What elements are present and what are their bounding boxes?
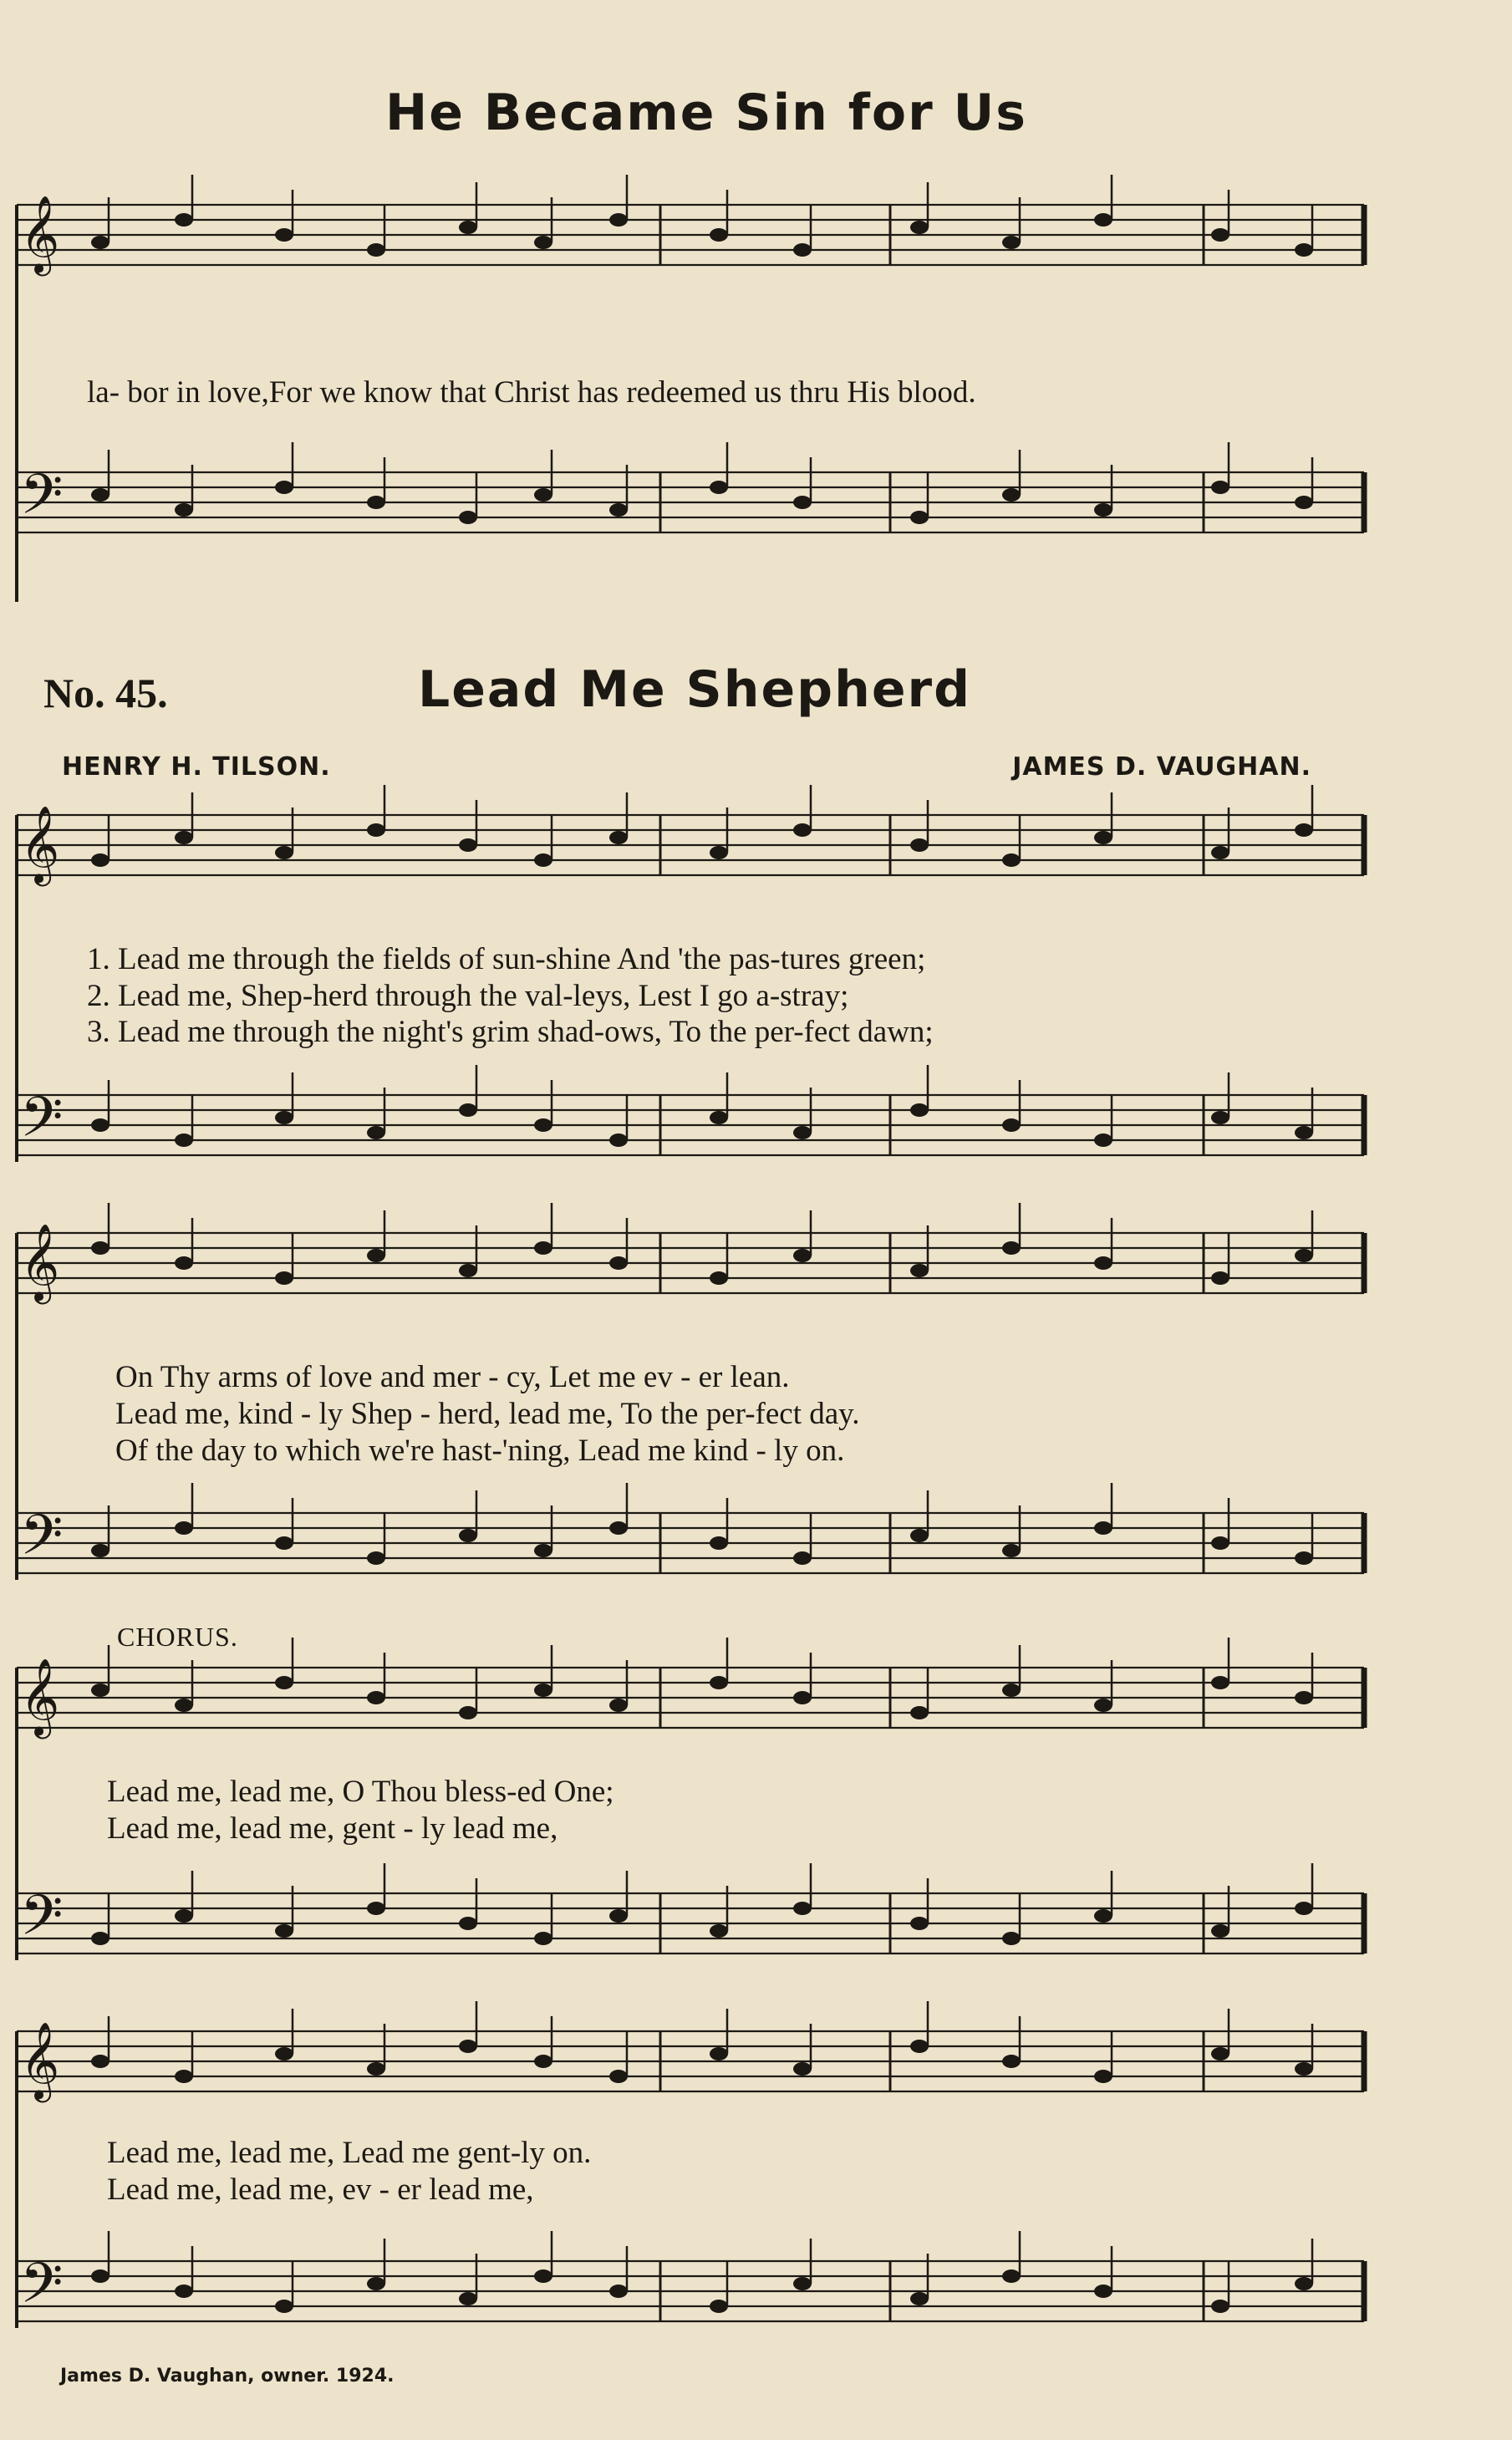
note-head [367, 2277, 385, 2290]
chorus-line-2a: Lead me, lead me, Lead me gent-ly on. [107, 2136, 592, 2170]
note-head [1094, 213, 1112, 227]
note-head [910, 1264, 929, 1277]
note-head [91, 1684, 109, 1697]
staff-3 [17, 785, 1364, 886]
note-head [175, 213, 193, 227]
note-head [609, 1699, 628, 1712]
note-head [459, 511, 477, 524]
note-head [1295, 2277, 1313, 2290]
note-head [793, 823, 812, 837]
note-head [609, 2285, 628, 2298]
note-head [367, 1691, 385, 1704]
clef-1: 𝄞 [20, 195, 60, 273]
staff-5 [17, 1203, 1364, 1304]
note-head [1002, 2055, 1021, 2068]
clef-7: 𝄞 [20, 1658, 60, 1735]
clef-4: 𝄢 [20, 1085, 64, 1163]
note-head [793, 1691, 812, 1704]
note-head [609, 1133, 628, 1147]
note-head [175, 1256, 193, 1270]
note-head [275, 1676, 293, 1689]
note-head [367, 1551, 385, 1565]
note-head [1094, 831, 1112, 844]
note-head [175, 2070, 193, 2083]
note-head [910, 1706, 929, 1719]
note-head [910, 1103, 929, 1117]
note-head [1211, 481, 1229, 494]
note-head [1002, 853, 1021, 867]
note-head [175, 1133, 193, 1147]
note-head [1295, 2062, 1313, 2076]
note-head [534, 1544, 552, 1557]
note-head [1211, 1924, 1229, 1938]
note-head [1295, 1126, 1313, 1139]
note-head [1002, 2269, 1021, 2283]
note-head [1295, 823, 1313, 837]
note-head [910, 221, 929, 234]
note-head [459, 1103, 477, 1117]
composer-credit: JAMES D. VAUGHAN. [1012, 752, 1311, 782]
note-head [793, 496, 812, 509]
staff-10 [17, 2231, 1364, 2329]
note-head [1295, 1249, 1313, 1262]
note-head [710, 846, 728, 859]
note-head [1211, 846, 1229, 859]
note-head [1094, 2285, 1112, 2298]
note-head [609, 1521, 628, 1535]
note-head [910, 2292, 929, 2305]
verse-line-3b: Of the day to which we're hast-'ning, Lead me kind - ly on. [115, 1434, 845, 1468]
note-head [275, 846, 293, 859]
note-head [459, 221, 477, 234]
note-head [910, 1917, 929, 1930]
staff-1 [17, 175, 1364, 276]
note-head [91, 488, 109, 502]
note-head [710, 481, 728, 494]
note-head [1094, 1699, 1112, 1712]
note-head [710, 1271, 728, 1285]
note-head [275, 1536, 293, 1550]
note-head [534, 1932, 552, 1945]
note-head [91, 1241, 109, 1255]
note-head [793, 2277, 812, 2290]
note-head [1002, 1118, 1021, 1132]
note-head [175, 503, 193, 517]
note-head [1002, 1544, 1021, 1557]
previous-hymn-lyric: la- bor in love,For we know that Christ has redeemed us thru His blood. [87, 375, 976, 410]
note-head [1002, 236, 1021, 249]
note-head [609, 831, 628, 844]
note-head [1211, 2047, 1229, 2061]
note-head [459, 2040, 477, 2053]
note-head [710, 1676, 728, 1689]
note-head [1094, 1521, 1112, 1535]
note-head [91, 1932, 109, 1945]
note-head [175, 831, 193, 844]
chorus-line-1a: Lead me, lead me, O Thou bless-ed One; [107, 1775, 614, 1809]
note-head [710, 1536, 728, 1550]
note-head [1211, 1111, 1229, 1124]
clef-8: 𝄢 [20, 1883, 64, 1961]
note-head [1094, 503, 1112, 517]
note-head [1002, 1241, 1021, 1255]
note-head [367, 2062, 385, 2076]
note-head [1295, 1691, 1313, 1704]
chorus-line-1b: Lead me, lead me, gent - ly lead me, [107, 1811, 558, 1846]
note-head [367, 496, 385, 509]
note-head [1094, 2070, 1112, 2083]
clef-2: 𝄢 [20, 462, 64, 540]
note-head [459, 1917, 477, 1930]
note-head [175, 1699, 193, 1712]
note-head [1002, 1932, 1021, 1945]
note-head [91, 236, 109, 249]
note-head [275, 1271, 293, 1285]
note-head [1094, 1256, 1112, 1270]
note-head [793, 2062, 812, 2076]
note-head [367, 823, 385, 837]
note-head [367, 1126, 385, 1139]
lyricist-credit: HENRY H. TILSON. [62, 752, 331, 782]
note-head [534, 1241, 552, 1255]
note-head [534, 1118, 552, 1132]
note-head [534, 488, 552, 502]
note-head [275, 2300, 293, 2313]
note-head [1295, 1551, 1313, 1565]
note-head [1094, 1133, 1112, 1147]
clef-10: 𝄢 [20, 2251, 64, 2329]
clef-6: 𝄢 [20, 1503, 64, 1581]
note-head [459, 2292, 477, 2305]
note-head [1295, 1902, 1313, 1915]
note-head [275, 481, 293, 494]
note-head [275, 228, 293, 242]
note-head [910, 511, 929, 524]
staff-6 [17, 1483, 1364, 1581]
note-head [710, 2047, 728, 2061]
verse-line-3a: 3. Lead me through the night's grim shad-ows, To the per-fect dawn; [87, 1015, 934, 1049]
note-head [275, 1111, 293, 1124]
verse-line-2a: 2. Lead me, Shep-herd through the val-leys, Lest I go a-stray; [87, 979, 849, 1013]
note-head [534, 236, 552, 249]
clef-5: 𝄞 [20, 1223, 60, 1301]
chorus-line-2b: Lead me, lead me, ev - er lead me, [107, 2173, 534, 2207]
note-head [1094, 1909, 1112, 1923]
copyright-notice: James D. Vaughan, owner. 1924. [60, 2366, 395, 2387]
note-head [1211, 1271, 1229, 1285]
note-head [367, 1902, 385, 1915]
note-head [91, 2055, 109, 2068]
note-head [609, 2070, 628, 2083]
note-head [459, 1706, 477, 1719]
staff-8 [17, 1863, 1364, 1961]
note-head [609, 1256, 628, 1270]
note-head [710, 228, 728, 242]
note-head [91, 1544, 109, 1557]
note-head [1295, 243, 1313, 257]
note-head [793, 1902, 812, 1915]
note-head [1211, 2300, 1229, 2313]
note-head [275, 2047, 293, 2061]
note-head [793, 243, 812, 257]
note-head [710, 1924, 728, 1938]
note-head [1211, 228, 1229, 242]
note-head [910, 2040, 929, 2053]
note-head [1211, 1536, 1229, 1550]
note-head [609, 1909, 628, 1923]
clef-9: 𝄞 [20, 2021, 60, 2099]
verse-line-2b: Lead me, kind - ly Shep - herd, lead me, To the per-fect day. [115, 1397, 860, 1431]
staff-4 [17, 1065, 1364, 1163]
note-head [91, 1118, 109, 1132]
clef-3: 𝄞 [20, 805, 60, 883]
previous-hymn-title: He Became Sin for Us [385, 84, 1027, 142]
note-head [609, 503, 628, 517]
note-head [793, 1249, 812, 1262]
note-head [91, 853, 109, 867]
note-head [459, 1529, 477, 1542]
note-head [1002, 488, 1021, 502]
note-head [175, 1521, 193, 1535]
verse-line-1b: On Thy arms of love and mer - cy, Let me ev - er lean. [115, 1360, 790, 1394]
note-head [367, 243, 385, 257]
note-head [175, 2285, 193, 2298]
note-head [710, 2300, 728, 2313]
note-head [609, 213, 628, 227]
note-head [793, 1126, 812, 1139]
note-head [534, 853, 552, 867]
note-head [534, 2269, 552, 2283]
staff-7 [17, 1638, 1364, 1739]
chorus-label: CHORUS. [117, 1622, 238, 1652]
note-head [367, 1249, 385, 1262]
staff-9 [17, 2001, 1364, 2102]
note-head [459, 838, 477, 852]
note-head [1211, 1676, 1229, 1689]
note-head [459, 1264, 477, 1277]
note-head [793, 1551, 812, 1565]
staff-2 [17, 442, 1364, 540]
note-head [534, 1684, 552, 1697]
note-head [534, 2055, 552, 2068]
note-head [910, 1529, 929, 1542]
verse-line-1a: 1. Lead me through the fields of sun-shine And 'the pas-tures green; [87, 942, 926, 976]
note-head [910, 838, 929, 852]
note-head [1295, 496, 1313, 509]
hymn-number: No. 45. [43, 670, 168, 716]
note-head [91, 2269, 109, 2283]
note-head [275, 1924, 293, 1938]
hymn-title: Lead Me Shepherd [418, 660, 972, 719]
note-head [175, 1909, 193, 1923]
note-head [710, 1111, 728, 1124]
note-head [1002, 1684, 1021, 1697]
